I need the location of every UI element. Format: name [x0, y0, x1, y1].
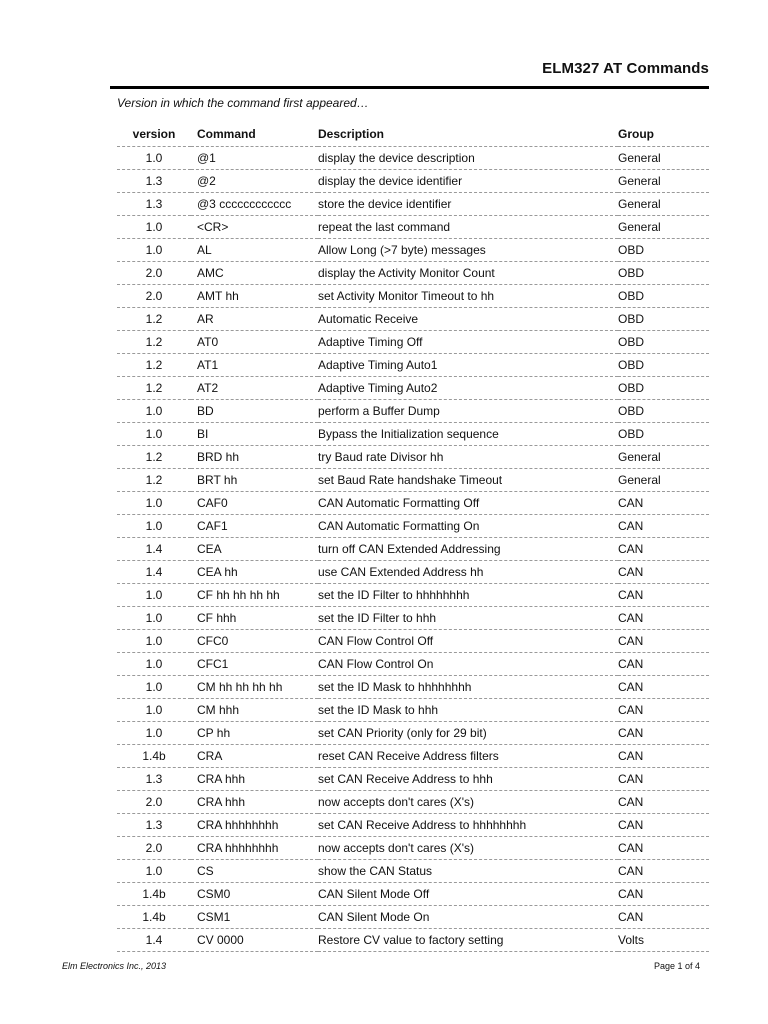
column-header-description: Description	[318, 122, 618, 147]
group-cell: CAN	[618, 584, 709, 607]
table-row	[117, 791, 709, 814]
table-body	[117, 147, 709, 952]
version-cell: 1.2	[117, 377, 191, 400]
group-cell: CAN	[618, 492, 709, 515]
description-cell: display the device description	[318, 147, 618, 170]
command-cell: CFC0	[191, 630, 318, 653]
command-cell: AT2	[191, 377, 318, 400]
table-row	[117, 423, 709, 446]
command-cell: AT1	[191, 354, 318, 377]
command-cell: CRA	[191, 745, 318, 768]
table-row	[117, 193, 709, 216]
version-cell: 1.0	[117, 699, 191, 722]
title-rule	[110, 86, 709, 89]
group-cell: OBD	[618, 423, 709, 446]
group-cell: CAN	[618, 699, 709, 722]
version-cell: 2.0	[117, 262, 191, 285]
table-row	[117, 331, 709, 354]
description-cell: Automatic Receive	[318, 308, 618, 331]
description-cell: perform a Buffer Dump	[318, 400, 618, 423]
table-row	[117, 860, 709, 883]
version-cell: 1.0	[117, 722, 191, 745]
group-cell: OBD	[618, 400, 709, 423]
group-cell: General	[618, 469, 709, 492]
version-cell: 1.0	[117, 400, 191, 423]
group-cell: CAN	[618, 814, 709, 837]
command-cell: CF hhh	[191, 607, 318, 630]
command-cell: CV 0000	[191, 929, 318, 952]
command-cell: @2	[191, 170, 318, 193]
group-cell: CAN	[618, 561, 709, 584]
description-cell: reset CAN Receive Address filters	[318, 745, 618, 768]
table-row	[117, 607, 709, 630]
version-cell: 1.0	[117, 860, 191, 883]
version-cell: 1.3	[117, 814, 191, 837]
description-cell: use CAN Extended Address hh	[318, 561, 618, 584]
command-cell: @3 cccccccccccc	[191, 193, 318, 216]
group-cell: OBD	[618, 262, 709, 285]
description-cell: set CAN Priority (only for 29 bit)	[318, 722, 618, 745]
version-cell: 1.2	[117, 446, 191, 469]
version-cell: 1.0	[117, 492, 191, 515]
version-cell: 1.3	[117, 768, 191, 791]
command-cell: AMT hh	[191, 285, 318, 308]
version-cell: 1.2	[117, 354, 191, 377]
version-cell: 1.0	[117, 239, 191, 262]
table-row	[117, 837, 709, 860]
table-row	[117, 929, 709, 952]
group-cell: CAN	[618, 883, 709, 906]
description-cell: try Baud rate Divisor hh	[318, 446, 618, 469]
description-cell: Restore CV value to factory setting	[318, 929, 618, 952]
description-cell: CAN Silent Mode On	[318, 906, 618, 929]
group-cell: CAN	[618, 722, 709, 745]
description-cell: display the Activity Monitor Count	[318, 262, 618, 285]
command-cell: CAF1	[191, 515, 318, 538]
command-cell: CAF0	[191, 492, 318, 515]
description-cell: set CAN Receive Address to hhhhhhhh	[318, 814, 618, 837]
description-cell: store the device identifier	[318, 193, 618, 216]
group-cell: General	[618, 147, 709, 170]
version-cell: 1.2	[117, 308, 191, 331]
description-cell: Adaptive Timing Auto2	[318, 377, 618, 400]
version-cell: 1.4b	[117, 883, 191, 906]
command-cell: CF hh hh hh hh	[191, 584, 318, 607]
table-row	[117, 354, 709, 377]
column-header-group: Group	[618, 122, 709, 147]
version-cell: 1.0	[117, 653, 191, 676]
commands-table	[117, 122, 709, 952]
version-cell: 1.0	[117, 584, 191, 607]
description-cell: CAN Automatic Formatting Off	[318, 492, 618, 515]
table-row	[117, 515, 709, 538]
description-cell: set CAN Receive Address to hhh	[318, 768, 618, 791]
command-cell: BI	[191, 423, 318, 446]
description-cell: set Baud Rate handshake Timeout	[318, 469, 618, 492]
group-cell: General	[618, 170, 709, 193]
description-cell: now accepts don't cares (X's)	[318, 837, 618, 860]
footer-page-number: Page 1 of 4	[653, 961, 700, 971]
version-cell: 1.0	[117, 147, 191, 170]
group-cell: CAN	[618, 515, 709, 538]
group-cell: CAN	[618, 906, 709, 929]
table-row	[117, 630, 709, 653]
group-cell: OBD	[618, 377, 709, 400]
table-row	[117, 676, 709, 699]
table-row	[117, 400, 709, 423]
command-cell: <CR>	[191, 216, 318, 239]
description-cell: Bypass the Initialization sequence	[318, 423, 618, 446]
table-row	[117, 561, 709, 584]
version-cell: 1.4b	[117, 906, 191, 929]
version-cell: 2.0	[117, 791, 191, 814]
group-cell: General	[618, 193, 709, 216]
group-cell: OBD	[618, 331, 709, 354]
table-row	[117, 147, 709, 170]
version-cell: 1.4	[117, 929, 191, 952]
version-cell: 1.0	[117, 423, 191, 446]
footer-company: Elm Electronics Inc., 2013	[62, 961, 167, 971]
column-header-version: version	[117, 122, 191, 147]
description-cell: CAN Automatic Formatting On	[318, 515, 618, 538]
group-cell: CAN	[618, 837, 709, 860]
command-cell: BRD hh	[191, 446, 318, 469]
table-row	[117, 814, 709, 837]
command-cell: AMC	[191, 262, 318, 285]
group-cell: CAN	[618, 768, 709, 791]
description-cell: set the ID Mask to hhhhhhhh	[318, 676, 618, 699]
description-cell: set the ID Filter to hhh	[318, 607, 618, 630]
table-row	[117, 170, 709, 193]
version-cell: 1.2	[117, 469, 191, 492]
group-cell: CAN	[618, 630, 709, 653]
description-cell: turn off CAN Extended Addressing	[318, 538, 618, 561]
table-row	[117, 699, 709, 722]
command-cell: CRA hhhhhhhh	[191, 837, 318, 860]
table-row	[117, 377, 709, 400]
table-row	[117, 308, 709, 331]
group-cell: General	[618, 216, 709, 239]
version-cell: 1.3	[117, 193, 191, 216]
group-cell: CAN	[618, 676, 709, 699]
group-cell: CAN	[618, 791, 709, 814]
group-cell: CAN	[618, 538, 709, 561]
table-row	[117, 722, 709, 745]
command-cell: CS	[191, 860, 318, 883]
table-row	[117, 216, 709, 239]
group-cell: OBD	[618, 308, 709, 331]
table-row	[117, 239, 709, 262]
description-cell: set the ID Filter to hhhhhhhh	[318, 584, 618, 607]
table-row	[117, 492, 709, 515]
version-cell: 1.0	[117, 216, 191, 239]
version-cell: 1.0	[117, 630, 191, 653]
description-cell: Adaptive Timing Off	[318, 331, 618, 354]
command-cell: CM hh hh hh hh	[191, 676, 318, 699]
command-cell: CRA hhhhhhhh	[191, 814, 318, 837]
description-cell: repeat the last command	[318, 216, 618, 239]
version-cell: 1.4	[117, 538, 191, 561]
command-cell: BD	[191, 400, 318, 423]
description-cell: show the CAN Status	[318, 860, 618, 883]
page-title: ELM327 AT Commands	[542, 60, 709, 77]
table-row	[117, 262, 709, 285]
column-header-command: Command	[191, 122, 318, 147]
command-cell: CEA	[191, 538, 318, 561]
version-cell: 1.4b	[117, 745, 191, 768]
table-row	[117, 584, 709, 607]
description-cell: CAN Silent Mode Off	[318, 883, 618, 906]
command-cell: CM hhh	[191, 699, 318, 722]
version-cell: 1.3	[117, 170, 191, 193]
command-cell: BRT hh	[191, 469, 318, 492]
version-cell: 1.0	[117, 607, 191, 630]
version-cell: 2.0	[117, 837, 191, 860]
version-cell: 1.0	[117, 515, 191, 538]
command-cell: CFC1	[191, 653, 318, 676]
group-cell: CAN	[618, 860, 709, 883]
command-cell: AT0	[191, 331, 318, 354]
group-cell: OBD	[618, 285, 709, 308]
group-cell: CAN	[618, 653, 709, 676]
group-cell: General	[618, 446, 709, 469]
description-cell: now accepts don't cares (X's)	[318, 791, 618, 814]
command-cell: CP hh	[191, 722, 318, 745]
version-cell: 1.4	[117, 561, 191, 584]
description-cell: CAN Flow Control On	[318, 653, 618, 676]
version-cell: 1.2	[117, 331, 191, 354]
command-cell: CRA hhh	[191, 791, 318, 814]
command-cell: CEA hh	[191, 561, 318, 584]
description-cell: set Activity Monitor Timeout to hh	[318, 285, 618, 308]
table-row	[117, 446, 709, 469]
description-cell: display the device identifier	[318, 170, 618, 193]
group-cell: OBD	[618, 239, 709, 262]
table-row	[117, 285, 709, 308]
group-cell: Volts	[618, 929, 709, 952]
table-row	[117, 538, 709, 561]
table-row	[117, 768, 709, 791]
description-cell: CAN Flow Control Off	[318, 630, 618, 653]
description-cell: set the ID Mask to hhh	[318, 699, 618, 722]
page-subtitle: Version in which the command first appeared…	[117, 96, 369, 110]
table-header-row	[117, 122, 709, 147]
table-row	[117, 653, 709, 676]
command-cell: AR	[191, 308, 318, 331]
command-cell: CRA hhh	[191, 768, 318, 791]
version-cell: 2.0	[117, 285, 191, 308]
command-cell: CSM1	[191, 906, 318, 929]
version-cell: 1.0	[117, 676, 191, 699]
group-cell: CAN	[618, 607, 709, 630]
description-cell: Adaptive Timing Auto1	[318, 354, 618, 377]
command-cell: @1	[191, 147, 318, 170]
table-row	[117, 906, 709, 929]
description-cell: Allow Long (>7 byte) messages	[318, 239, 618, 262]
group-cell: OBD	[618, 354, 709, 377]
table-row	[117, 745, 709, 768]
command-cell: AL	[191, 239, 318, 262]
table-row	[117, 883, 709, 906]
command-cell: CSM0	[191, 883, 318, 906]
group-cell: CAN	[618, 745, 709, 768]
table-row	[117, 469, 709, 492]
